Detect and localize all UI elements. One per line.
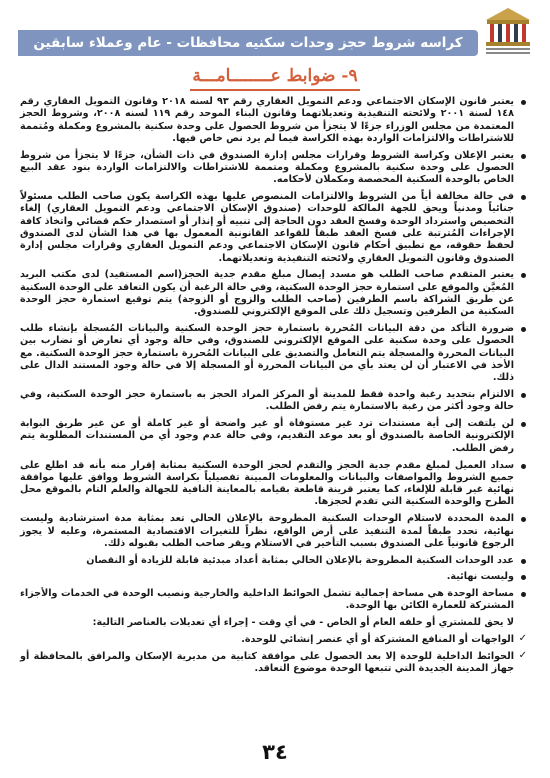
checked-list-item: ✓ الحوائط الداخلية للوحدة إلا بعد الحصول على موافقة كتابية من مديرية الإسكان والمرافق بالمحافظة أو جهاز المدينة الجديدة التي تتبعها الوحدة موضوع التعاقد.	[20, 651, 514, 676]
rules-list	[20, 96, 528, 675]
list-item: ضرورة التأكد من دقة البيانات المُحررة باستمارة حجز الوحدة السكنية والبيانات المُسجلة بإنشاء طلب الحصول على وحدة سكنية على الموقع الإلكتروني للصندوق، وفي حالة وجود أي تعارض أو تضارب بين البيانات المحررة والمسجلة يتم التعامل والتصديق على البيانات المُحررة باستمارة حجز الوحدة السكنية. مع الأخذ في الاعتبار أن لن يعتد بأي من البيانات المحررة أو المسجلة إلا في حالة وجود المستند الدال على ذلك.	[20, 323, 514, 384]
page-number: ٣٤	[262, 740, 288, 764]
list-item: عدد الوحدات السكنية المطروحة بالإعلان الحالي بمثابة أعداد مبدئية قابلة للزيادة أو النقصان	[20, 555, 514, 567]
list-item: في حالة مخالفة أياً من الشروط والالتزامات المنصوص عليها بهذه الكراسة يكون صاحب الطلب مسئولاً جنائياً ومدنياً ويحق للجهة المالكة للوحدات (صندوق الإسكان الاجتماعي ودعم التمويل العقاري) إلغاء التخصيص واسترداد الوحدة وفسخ العقد دون الحاجة إلى تنبيه أو إنذار أو استصدار حكم قضائي واتخاذ كافة الإجراءات المُترتبة على فسخ العقد طبقاً للقواعد القانونية المعمول بها في هذا الشأن لدى الصندوق لحفظ حقوقه، مع تطبيق أحكام قانون الإسكان الاجتماعي ودعم التمويل العقاري وقرارات مجلس إدارة الصندوق وقانون التمويل العقاري ولائحته التنفيذية وتعديلاتهما.	[20, 191, 514, 264]
section-title-underline	[190, 89, 360, 91]
header-banner	[18, 30, 478, 56]
list-item: يعتبر المتقدم صاحب الطلب هو مسدد إيصال مبلغ مقدم جدية الحجز(اسم المستفيد) لدى مكتب البريد المُعيَّن والموقع على استمارة حجز الوحدة السكنية، وفي حالة الرغبة أن يكون التعاقد على الوحدة السكنية عن طريق الشراكة باسم الطرفين (صاحب الطلب والزوج أو الزوجة) يتم توقيع استمارة حجز الوحدة السكنية من الطرفين وتسجيل ذلك على الموقع الإلكتروني للصندوق.	[20, 269, 514, 318]
list-item: مساحة الوحدة هي مساحة إجمالية تشمل الحوائط الداخلية والخارجية ونصيب الوحدة في الخدمات والأجزاء المشتركة للعمارة الكائن بها الوحدة.	[20, 588, 514, 612]
list-item: لا يحق للمشتري أو خلفه العام أو الخاص - في أي وقت - إجراء أي تعديلات بالعناصر التالية:	[92, 617, 514, 629]
list-item: يعتبر قانون الإسكان الاجتماعي ودعم التمويل العقاري رقم ٩٣ لسنه ٢٠١٨ وقانون التمويل العقاري رقم ١٤٨ لسنة ٢٠٠١ ولائحته التنفيذية وتعديلاتهما وقانون البناء الموحد رقم ١١٩ لسنه ٢٠٠٨، وشروط الحجز المعتمدة من مجلس الوزراء جزءًا لا يتجزأ من شروط الحصول على وحدة سكنية بالمشروع ومكملة ومُتممة للاشتراطات والالتزامات الواردة بهذه الكراسة فيما لم يرد نص خاص فيها.	[20, 96, 515, 144]
header-title: كراسه شروط حجز وحدات سكنيه محافظات - عام وعملاء سابقين	[33, 35, 463, 51]
list-item: الالتزام بتحديد رغبة واحدة فقط للمدينة أو المركز المراد الحجز به باستمارة حجز الوحدة السكنية، وفي حالة وجود أكثر من رغبة بالاستمارة يتم رفض الطلب.	[20, 389, 514, 413]
document-body	[20, 96, 528, 680]
list-item: لن يلتفت إلى أية مستندات ترد غير مستوفاة أو غير واضحة أو غير كاملة أو عن غير طريق البوابة الإلكترونية الخاصة بالصندوق أو بعد موعد التقديم، وفي حالة عدم وجود أي من المستندات المطلوبة يتم رفض الطلب.	[20, 418, 514, 454]
list-item: المدة المحددة لاستلام الوحدات السكنية المطروحة بالإعلان الحالي تعد بمثابة مدة استرشادية وليست نهائية، تحدد طبقاً لمدة التنفيذ على أرض الواقع، نظراً للتغيرات الاقتصادية المستمرة، وعليه لا يجوز الرجوع قانونياً على الصندوق بسبب التأخير في الاستلام ويقر صاحب الطلب بقبوله ذلك.	[20, 513, 514, 549]
section-title: ٩- ضوابط عــــــــامـــة	[192, 66, 358, 86]
list-item: سداد العميل لمبلغ مقدم جدية الحجز والتقدم لحجز الوحدة السكنية بمثابة إقرار منه بأنه قد اطلع على جميع الشروط والمواصفات والبيانات والمعلومات المبينة تفصيلياً بكراسة الشروط ووافق عليها موافقة نهائية غير قابلة للإلغاء، كما يعتبر قرينة قاطعة بقيامه بالمعاينة النافية للجهالة والعلم التام بالموقع محل الطرح والوحدة السكنية التي تقدم لحجزها.	[20, 459, 514, 508]
checked-list-item: ✓ الواجهات أو المنافع المشتركة أو أي عنصر إنشائي للوحدة.	[20, 634, 514, 646]
list-item: وليست نهائية.	[20, 571, 514, 583]
ministry-building-logo-icon	[478, 4, 538, 60]
page-header	[0, 0, 550, 62]
list-item: يعتبر الإعلان وكراسة الشروط وقرارات مجلس إدارة الصندوق في ذات الشأن، جزءًا لا يتجزأ من شروط الحصول على وحدة سكنية بالمشروع ومكملة ومتممة للاشتراطات والالتزامات الواردة بنود عقد البيع الخاص بالوحدة السكنية المخصصة ومكملان لأحكامه.	[20, 149, 514, 186]
